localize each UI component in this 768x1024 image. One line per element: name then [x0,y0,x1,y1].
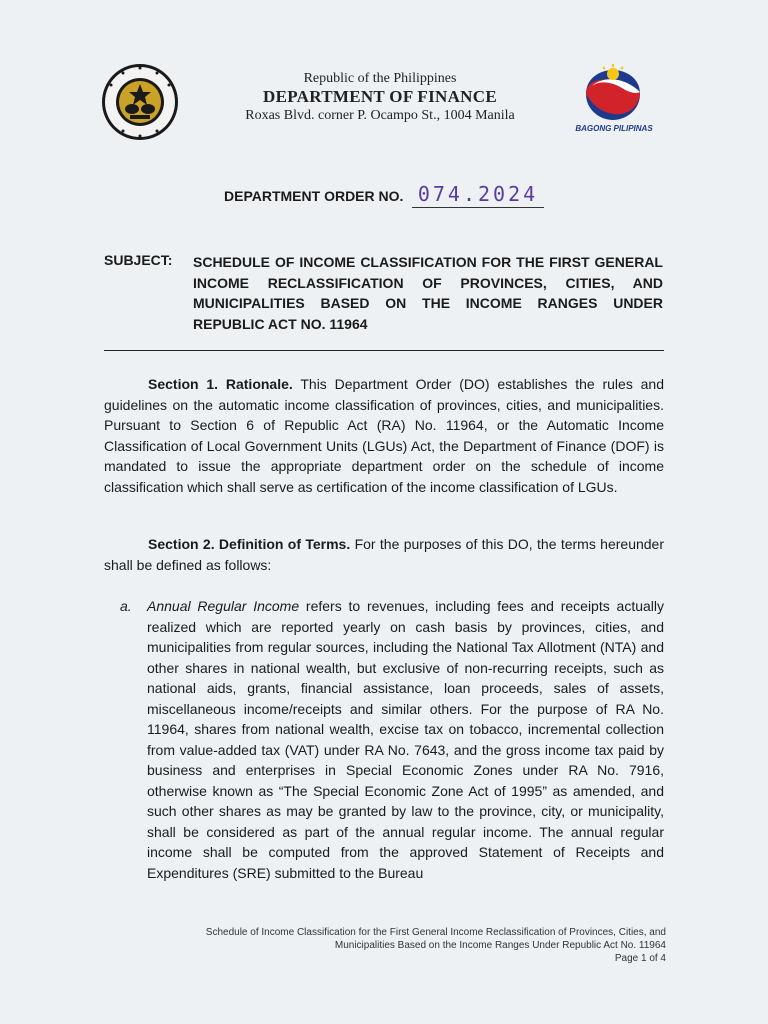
footer-line-2: Municipalities Based on the Income Ranges Under Republic Act No. 11964 [334,940,666,951]
section-1 [104,374,664,497]
department-of-finance-seal [100,62,180,142]
definition-text [147,596,664,883]
bagong-pilipinas-caption: BAGONG PILIPINAS [575,124,653,133]
section-2-text: For the purposes of this DO, the terms hereunder shall be defined as follows: [104,536,664,573]
footer-line-1: Schedule of Income Classification for the First General Income Reclassification of Provinces, Cities, and [205,927,666,938]
letterhead-department: DEPARTMENT OF FINANCE [263,87,497,106]
bagong-pilipinas-logo [578,64,648,124]
section-1-heading: Section 1. Rationale. [148,376,293,392]
section-1-text: This Department Order (DO) establishes the rules and guidelines on the automatic income classification of provinces, cities, and municipalities. Pursuant to Section 6 of Republic Act (RA) No. 11964, or the Automatic Income Classification of Local Government Units (LGUs) Act, the Department of Finance (DOF) is mandated to issue the appropriate department order on the schedule of income classification which shall serve as certification of the income classification of LGUs. [104,376,664,495]
page-footer [120,926,666,965]
subject-label: SUBJECT: [104,252,173,268]
page-number: Page 1 of 4 [614,953,666,964]
letterhead-address: Roxas Blvd. corner P. Ocampo St., 1004 Manila [245,108,515,123]
letterhead-republic: Republic of the Philippines [303,71,457,86]
definition-marker: a. [120,598,132,614]
department-order-number: 074.2024 [412,181,544,208]
definition-body: refers to revenues, including fees and receipts actually realized which are reported yearly on cash basis by provinces, cities, and municipalities from regular sources, including the National Tax Allotment (NTA) and other shares in national wealth, but exclusive of non-recurring receipts, such as national aids, grants, financial assistance, loan proceeds, sales of assets, miscellaneous income/receipts and similar others. For the purpose of RA No. 11964, shares from national wealth, excise tax on tobacco, incremental collection from value-added tax (VAT) under RA No. 7643, and the gross income tax paid by business and enterprises in Special Economic Zones under RA No. 7916, otherwise known as “The Special Economic Zone Act of 1995” as amended, and such other shares as may be granted by law to the province, city, or municipality, shall be considered as part of the annual regular income. The annual regular income shall be computed from the approved Statement of Receipts and Expenditures (SRE) submitted to the Bureau [147,598,664,881]
definition-term: Annual Regular Income [147,598,300,614]
subject-divider [104,350,664,351]
section-2 [104,534,664,575]
department-order-label: DEPARTMENT ORDER NO. [224,188,404,204]
subject-text: SCHEDULE OF INCOME CLASSIFICATION FOR THE FIRST GENERAL INCOME RECLASSIFICATION OF PROVINCES, CITIES, AND MUNICIPALITIES BASED ON THE INCOME RANGES UNDER REPUBLIC ACT NO. 11964 [193,254,663,332]
section-2-heading: Section 2. Definition of Terms. [148,536,351,552]
letterhead [200,70,560,125]
